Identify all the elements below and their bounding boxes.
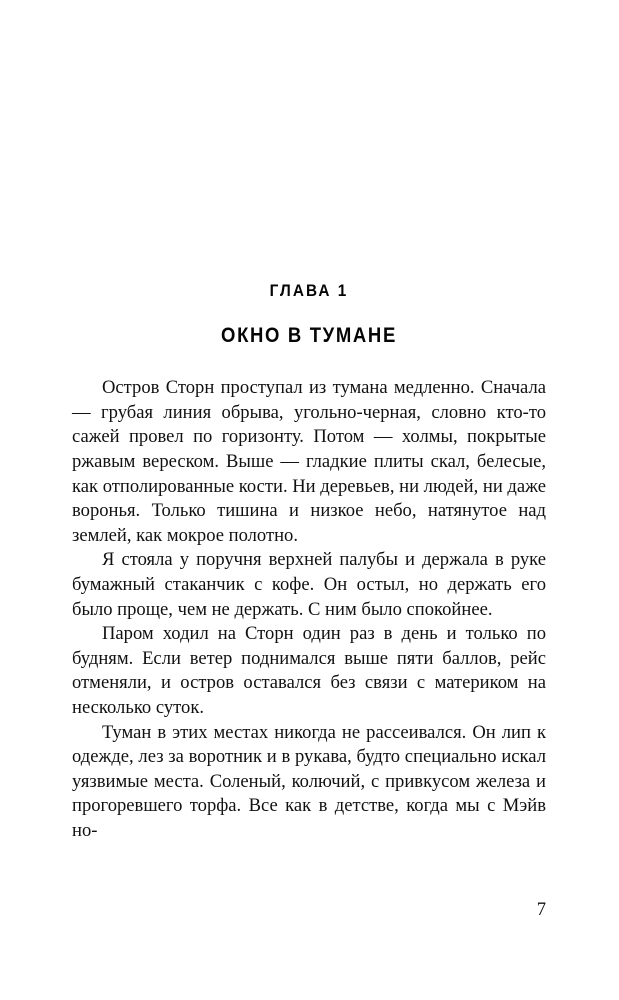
paragraph: Я стояла у поручня верхней палубы и держала в руке бумажный стаканчик с кофе. Он остыл, но держать его было проще, чем не держать. С ним было спокойнее. xyxy=(72,549,546,620)
chapter-label: ГЛАВА 1 xyxy=(269,282,349,300)
paragraph: Паром ходил на Сторн один раз в день и только по будням. Если ветер поднимался выше пяти баллов, рейс отменяли, и остров оставался без связи с материком на несколько суток. xyxy=(72,623,546,718)
paragraph: Туман в этих местах никогда не рассеивался. Он лип к одежде, лез за воротник и в рукава, будто специально искал уязвимые места. Соленый, колючий, с привкусом железа и прогоревшего торфа. Все как в детстве, когда мы с Мэйв но- xyxy=(72,721,546,841)
paragraph: Остров Сторн проступал из тумана медленно. Сначала — грубая линия обрыва, угольно-черная, словно кто-то сажей провел по горизонту. Потом — холмы, покрытые ржавым вереском. Выше — гладкие плиты скал, белесые, как отполированные кости. Ни деревьев, ни людей, ни даже воронья. Только тишина и низкое небо, натянутое над землей, как мокрое полотно. xyxy=(72,377,546,546)
page-text-column xyxy=(72,282,546,844)
chapter-title: ОКНО В ТУМАНЕ xyxy=(221,324,397,348)
body-text xyxy=(72,376,546,843)
page-number: 7 xyxy=(536,899,546,920)
